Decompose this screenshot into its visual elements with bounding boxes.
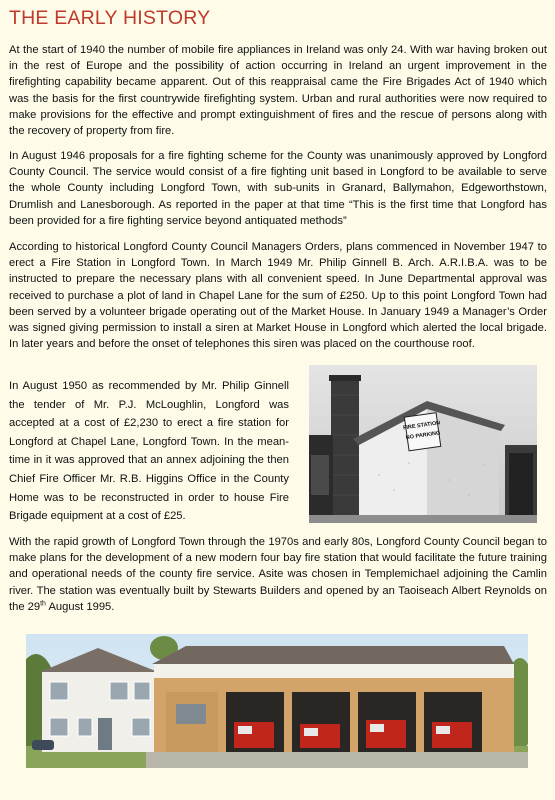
paragraph-fire-brigades-act: At the start of 1940 the number of mobile fire appliances in Ireland was only 24. With war having broken out in the rest of Europe and the possibility of action occurring in Ireland an urgent improvement in the firefighting capability became apparent. Out of this reappraisal came the Fire Brigades Act of 1940 which was the basis for the first countrywide firefighting system. Urban and rural authorities were now required to make provisions for the effective and prompt extinguishment of fires and the rescue of persons along with the recovery of property from fire. — [9, 44, 547, 138]
paragraph-new-station-main: With the rapid growth of Longford Town through the 1970s and early 80s, Longford County Council began to make plans for the development of a new modern four bay fire station that would facilitate the future training and operational needs of the county fire service. Asite was chosen in Templemichael adjoining the Camlin river. The station was eventually built by Stewarts Builders and opened by an Taoiseach Albert Reynolds on the 29 — [9, 536, 547, 613]
paragraph-managers-orders: According to historical Longford County Council Managers Orders, plans commenced in November 1947 to erect a Fire Station in Longford Town. In March 1949 Mr. Philip Ginnell B. Arch. A.R.I.B.A. was to be instructed to prepare the necessary plans with all convenient speed. In June Departmental approval was received to purchase a plot of land in Chapel Lane for the sum of £250. Up to this point Longford Town had been served by a volunteer brigade operating out of the Market House. In January 1949 a Manager’s Order was signed giving permission to install a siren at Market House in Longford which alerted the local brigade. In later years and before the onset of telephones this siren was placed on the courthouse roof. — [9, 241, 547, 351]
page-title: THE EARLY HISTORY — [9, 7, 211, 29]
date-ordinal-suffix: th — [40, 600, 46, 608]
old-fire-station-photo — [309, 365, 537, 523]
new-fire-station-photo — [26, 634, 528, 768]
paragraph-new-station — [9, 534, 547, 615]
sign-line-2: NO PARKING — [405, 430, 441, 442]
sign-line-1: FIRE STATION — [402, 420, 441, 432]
paragraph-1950-tender: In August 1950 as recommended by Mr. Philip Ginnell the tender of Mr. P.J. McLoughlin, Longford was accepted at a cost of £2,230 to erect a fire station for Longford at Chapel Lane, Longford Town. In the mean-time in it was approved that an annex adjoining the then Chief Fire Officer Mr. R.B. Higgins Office in the County Home was to be reconstructed in order to house Fire Brigade equipment at a cost of £25. — [9, 380, 289, 523]
paragraph-1946-proposals: In August 1946 proposals for a fire fighting scheme for the County was unanimously approved by Longford County Council. The service would consist of a fire fighting unit based in Longford to be available to serve the whole County including Longford Town, with sub-units in Granard, Ballymahon, Edgeworthstown, Drumlish and Lanesborough. As reported in the paper at that time “This is the first time that Longford has been provided for a fire fighting service beyond antiquated methods” — [9, 150, 547, 227]
paragraph-new-station-end: August 1995. — [45, 600, 115, 613]
